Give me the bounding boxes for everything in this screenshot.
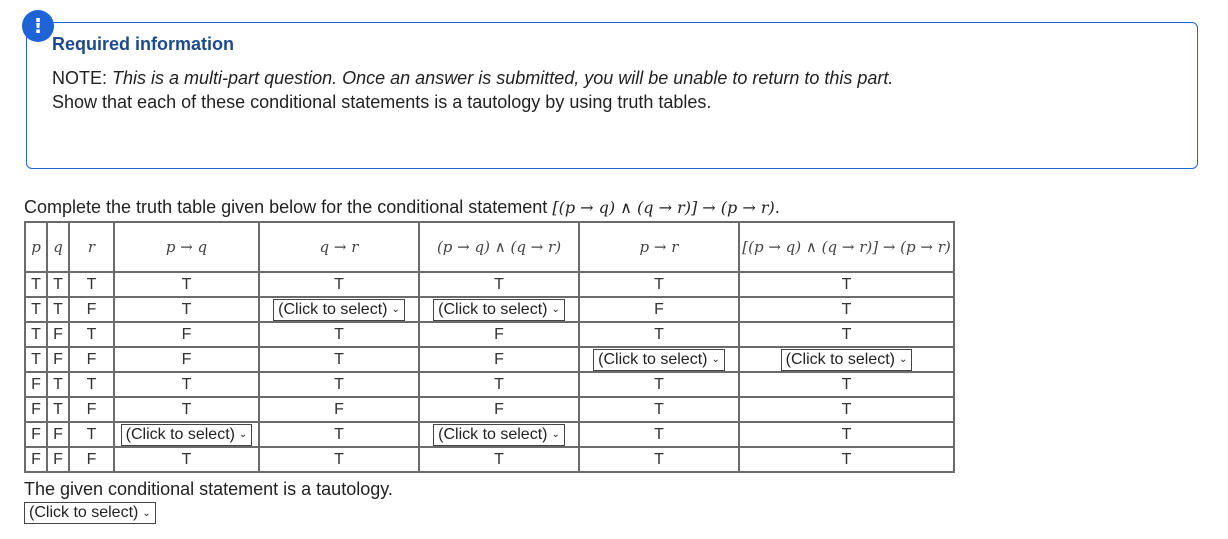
table-row	[25, 297, 954, 322]
cell-p-implies-r: T	[579, 422, 739, 447]
cell-p: T	[25, 272, 47, 297]
cell-full-statement: T	[739, 297, 954, 322]
answer-select[interactable]	[273, 299, 405, 321]
cell-p-implies-r: T	[579, 447, 739, 472]
table-row	[25, 322, 954, 347]
conclusion-text: The given conditional statement is a tautology.	[24, 479, 393, 499]
cell-q: T	[47, 372, 69, 397]
chevron-down-icon: ⌄	[711, 354, 720, 365]
header-p-implies-q: p → q	[114, 222, 259, 272]
cell-conjunction: F	[419, 397, 579, 422]
cell-conjunction	[419, 297, 579, 322]
cell-q: F	[47, 422, 69, 447]
header-p: p	[25, 222, 47, 272]
cell-q-implies-r: T	[259, 422, 419, 447]
answer-select-value: (Click to select)	[438, 300, 548, 318]
header-conjunction: (p → q) ∧ (q → r)	[419, 222, 579, 272]
cell-p: T	[25, 347, 47, 372]
cell-r: F	[69, 397, 114, 422]
cell-p-implies-q: T	[114, 272, 259, 297]
cell-full-statement: T	[739, 422, 954, 447]
cell-p-implies-r: T	[579, 372, 739, 397]
answer-select[interactable]	[781, 349, 913, 371]
cell-r: T	[69, 372, 114, 397]
cell-q-implies-r: F	[259, 397, 419, 422]
cell-conjunction: T	[419, 272, 579, 297]
cell-full-statement: T	[739, 272, 954, 297]
cell-p-implies-q	[114, 422, 259, 447]
cell-p-implies-q: T	[114, 372, 259, 397]
cell-r: T	[69, 322, 114, 347]
cell-p-implies-r: F	[579, 297, 739, 322]
cell-q-implies-r: T	[259, 322, 419, 347]
cell-full-statement: T	[739, 372, 954, 397]
cell-full-statement: T	[739, 397, 954, 422]
cell-p-implies-q: T	[114, 297, 259, 322]
cell-q: T	[47, 397, 69, 422]
cell-p-implies-r: T	[579, 397, 739, 422]
cell-q: F	[47, 347, 69, 372]
chevron-down-icon: ⌄	[142, 507, 151, 519]
cell-conjunction: T	[419, 372, 579, 397]
alert-icon: !	[22, 10, 54, 42]
header-q-implies-r: q → r	[259, 222, 419, 272]
cell-conjunction: F	[419, 322, 579, 347]
cell-q: F	[47, 322, 69, 347]
answer-select[interactable]	[433, 424, 565, 446]
cell-full-statement	[739, 347, 954, 372]
chevron-down-icon: ⌄	[551, 304, 560, 315]
header-r: r	[69, 222, 114, 272]
conclusion-select-value: (Click to select)	[29, 504, 139, 521]
answer-select-value: (Click to select)	[598, 350, 708, 368]
conclusion-select[interactable]	[24, 502, 156, 524]
cell-p: T	[25, 297, 47, 322]
prompt-text: Complete the truth table given below for the conditional statement	[24, 197, 548, 217]
cell-conjunction: T	[419, 447, 579, 472]
cell-q: F	[47, 447, 69, 472]
table-row	[25, 272, 954, 297]
cell-p-implies-r	[579, 347, 739, 372]
cell-p-implies-q: F	[114, 322, 259, 347]
prompt	[24, 197, 780, 218]
cell-p: F	[25, 397, 47, 422]
cell-q-implies-r: T	[259, 372, 419, 397]
cell-p: F	[25, 422, 47, 447]
cell-r: F	[69, 297, 114, 322]
cell-full-statement: T	[739, 447, 954, 472]
cell-p: F	[25, 372, 47, 397]
answer-select[interactable]	[121, 424, 253, 446]
note	[52, 68, 893, 89]
instruction-text: Show that each of these conditional statements is a tautology by using truth tables.	[52, 92, 712, 112]
table-row	[25, 397, 954, 422]
cell-p: F	[25, 447, 47, 472]
answer-select-value: (Click to select)	[125, 425, 235, 443]
cell-p-implies-r: T	[579, 272, 739, 297]
chevron-down-icon: ⌄	[551, 429, 560, 440]
cell-r: T	[69, 272, 114, 297]
answer-select-value: (Click to select)	[785, 350, 895, 368]
note-label: NOTE:	[52, 68, 108, 88]
cell-q-implies-r: T	[259, 347, 419, 372]
answer-select[interactable]	[593, 349, 725, 371]
chevron-down-icon: ⌄	[391, 304, 400, 315]
note-text: This is a multi-part question. Once an answer is submitted, you will be unable to return to this part.	[112, 68, 894, 88]
table-row	[25, 372, 954, 397]
truth-table-header	[25, 222, 954, 272]
answer-select-value: (Click to select)	[278, 300, 388, 318]
chevron-down-icon: ⌄	[898, 354, 908, 365]
cell-q: T	[47, 272, 69, 297]
cell-q-implies-r: T	[259, 447, 419, 472]
table-row	[25, 447, 954, 472]
cell-q-implies-r: T	[259, 272, 419, 297]
prompt-statement: [(p → q) ∧ (q → r)] → (p → r).	[552, 198, 780, 217]
cell-conjunction: F	[419, 347, 579, 372]
cell-p-implies-r: T	[579, 322, 739, 347]
cell-r: T	[69, 422, 114, 447]
info-title: Required information	[52, 34, 235, 54]
cell-p-implies-q: F	[114, 347, 259, 372]
truth-table	[24, 221, 955, 473]
chevron-down-icon: ⌄	[238, 429, 248, 440]
cell-conjunction	[419, 422, 579, 447]
cell-q: T	[47, 297, 69, 322]
cell-p-implies-q: T	[114, 397, 259, 422]
table-row	[25, 347, 954, 372]
table-row	[25, 422, 954, 447]
answer-select-value: (Click to select)	[438, 425, 548, 443]
cell-full-statement: T	[739, 322, 954, 347]
cell-r: F	[69, 347, 114, 372]
cell-q-implies-r	[259, 297, 419, 322]
header-full-statement: [(p → q) ∧ (q → r)] → (p → r)	[739, 222, 954, 272]
header-p-implies-r: p → r	[579, 222, 739, 272]
cell-r: F	[69, 447, 114, 472]
answer-select[interactable]	[433, 299, 565, 321]
cell-p-implies-q: T	[114, 447, 259, 472]
cell-p: T	[25, 322, 47, 347]
header-q: q	[47, 222, 69, 272]
